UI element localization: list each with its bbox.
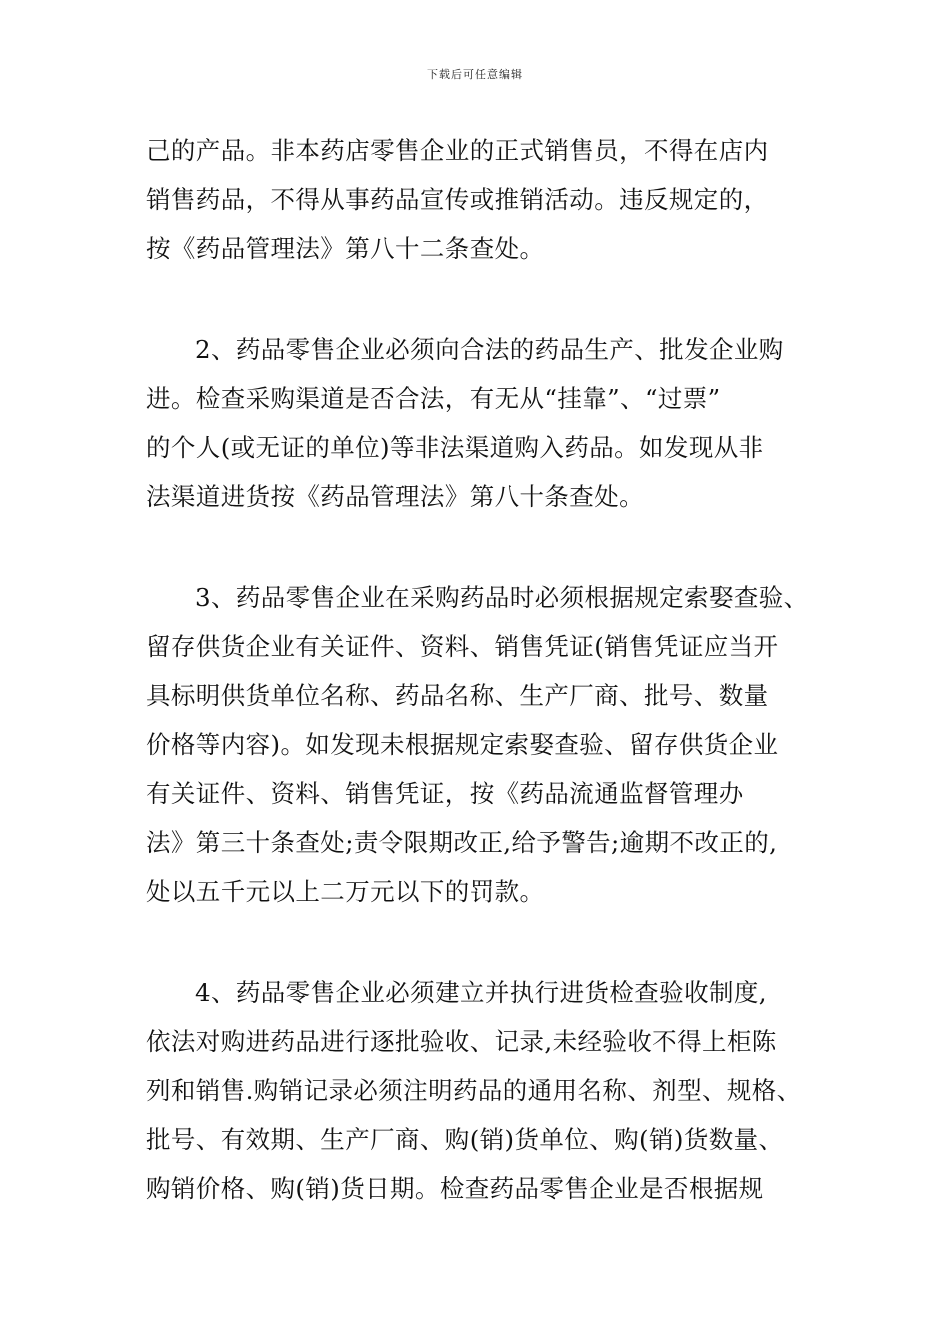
text-line: 依法对购进药品进行逐批验收、记录,未经验收不得上柜陈 xyxy=(146,1027,777,1056)
text-line: 列和销售.购销记录必须注明药品的通用名称、剂型、规格、 xyxy=(146,1076,802,1105)
text-line: 购销价格、购(销)货日期。检查药品零售企业是否根据规 xyxy=(146,1174,764,1203)
paragraph-1 xyxy=(146,126,828,273)
text-line: 法渠道进货按《药品管理法》第八十条查处。 xyxy=(146,482,644,511)
text-line: 进。检查采购渠道是否合法，有无从“挂靠”、“过票” xyxy=(146,384,721,413)
text-line: 法》第三十条查处;责令限期改正,给予警告;逾期不改正的, xyxy=(146,828,778,857)
paragraph-3 xyxy=(146,573,828,916)
paragraph-spacer xyxy=(146,521,828,573)
text-line: 4、药品零售企业必须建立并执行进货检查验收制度, xyxy=(195,978,767,1007)
text-line: 按《药品管理法》第八十二条查处。 xyxy=(146,234,545,263)
text-line: 2、药品零售企业必须向合法的药品生产、批发企业购 xyxy=(195,335,784,364)
paragraph-2 xyxy=(146,325,828,521)
text-line: 留存供货企业有关证件、资料、销售凭证(销售凭证应当开 xyxy=(146,632,779,661)
text-line: 价格等内容)。如发现未根据规定索娶查验、留存供货企业 xyxy=(146,730,779,759)
text-line: 具标明供货单位名称、药品名称、生产厂商、批号、数量 xyxy=(146,681,769,710)
text-line: 销售药品，不得从事药品宣传或推销活动。违反规定的， xyxy=(146,185,769,214)
paragraph-4 xyxy=(146,968,828,1213)
document-body xyxy=(146,126,828,1213)
text-line: 己的产品。非本药店零售企业的正式销售员，不得在店内 xyxy=(146,136,769,165)
text-line: 批号、有效期、生产厂商、购(销)货单位、购(销)货数量、 xyxy=(146,1125,784,1154)
page-header: 下载后可任意编辑 xyxy=(427,68,523,81)
text-line: 3、药品零售企业在采购药品时必须根据规定索娶查验、 xyxy=(195,583,809,612)
paragraph-spacer xyxy=(146,273,828,325)
text-line: 有关证件、资料、销售凭证，按《药品流通监督管理办 xyxy=(146,779,744,808)
text-line: 处以五千元以上二万元以下的罚款。 xyxy=(146,877,545,906)
text-line: 的个人(或无证的单位)等非法渠道购入药品。如发现从非 xyxy=(146,433,764,462)
paragraph-spacer xyxy=(146,916,828,968)
